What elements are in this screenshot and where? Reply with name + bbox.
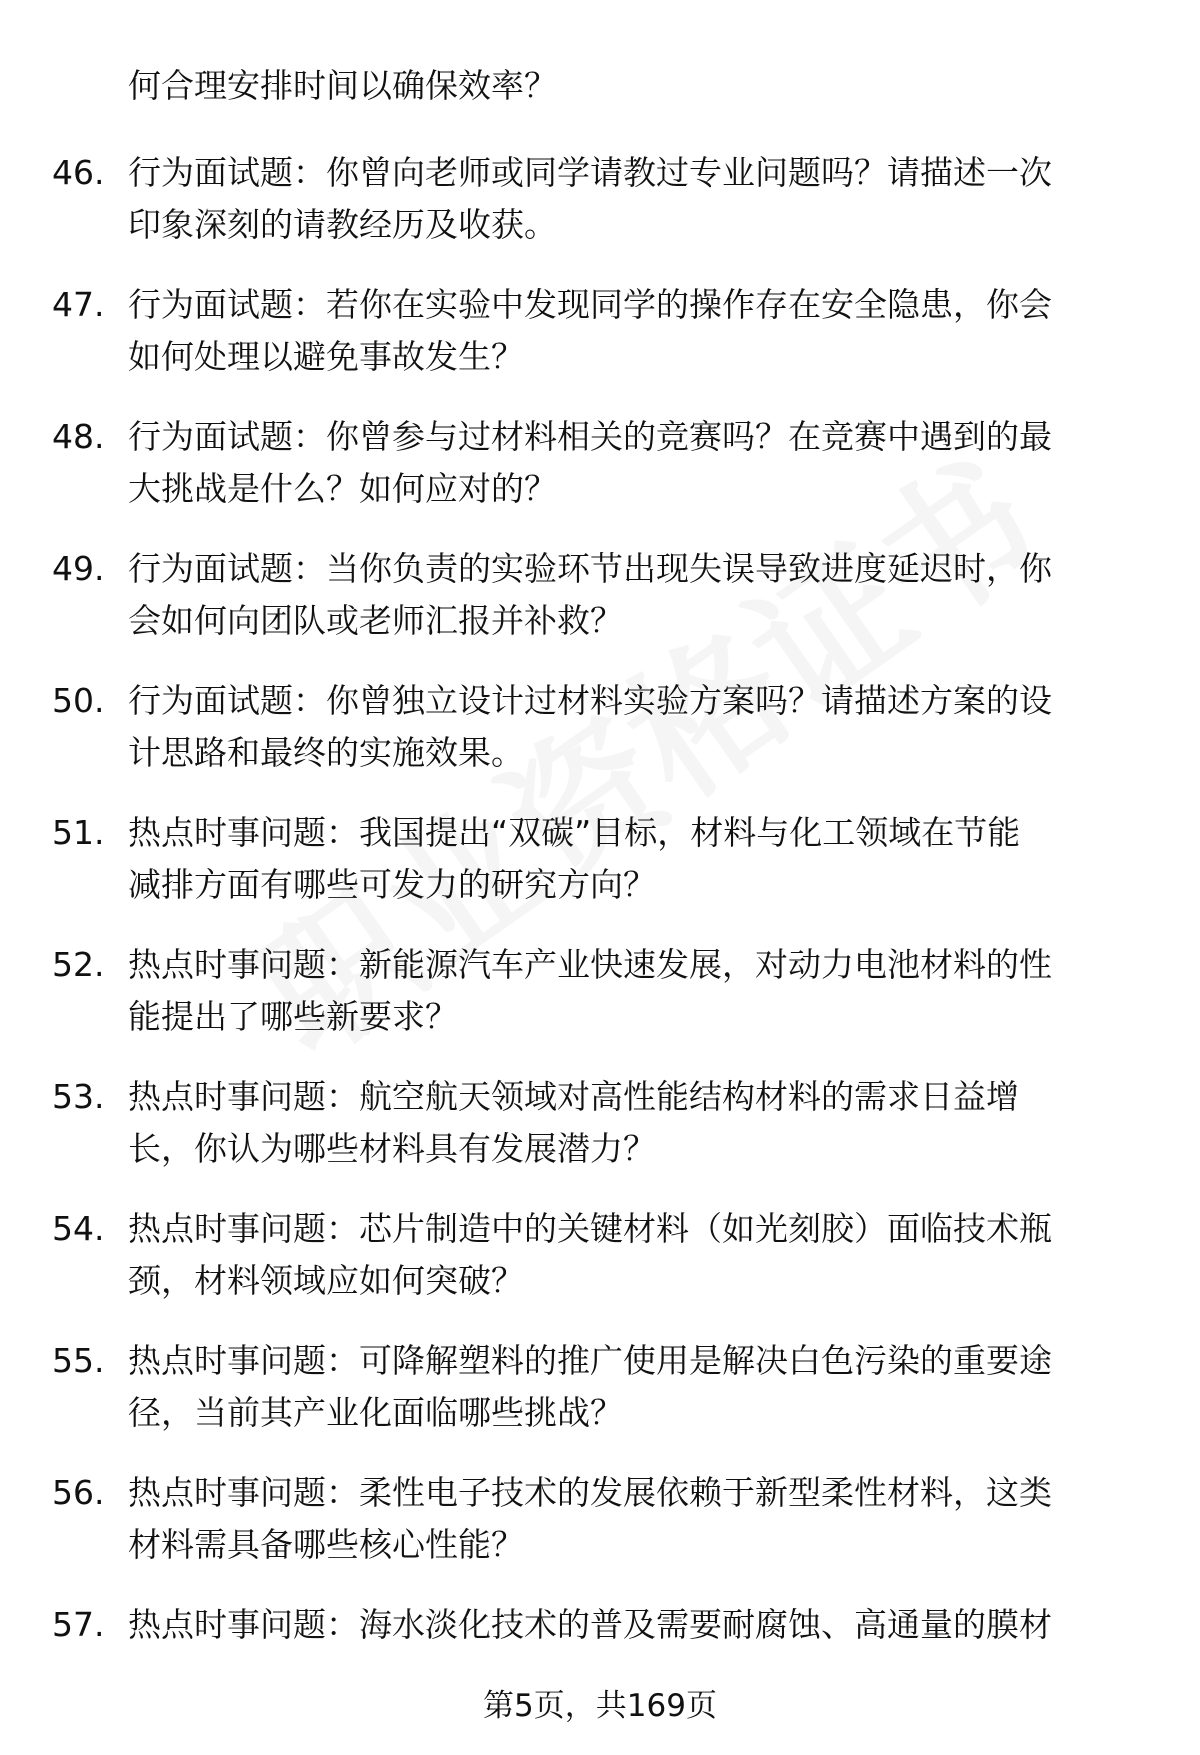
question-text	[128, 279, 1163, 383]
question-number: 46.	[52, 153, 105, 192]
question-text-line: 能提出了哪些新要求？	[128, 997, 458, 1036]
question-text-line: 行为面试题：你曾独立设计过材料实验方案吗？请描述方案的设	[128, 681, 1052, 720]
question-number: 54.	[52, 1209, 105, 1248]
question-text-line: 长，你认为哪些材料具有发展潜力？	[128, 1129, 656, 1168]
question-text	[128, 939, 1163, 1043]
question-text	[128, 411, 1163, 515]
question-number: 55.	[52, 1341, 105, 1380]
question-text-line: 材料需具备哪些核心性能？	[128, 1525, 524, 1564]
question-text-line: 热点时事问题：可降解塑料的推广使用是解决白色污染的重要途	[128, 1341, 1052, 1380]
question-text-line: 热点时事问题：柔性电子技术的发展依赖于新型柔性材料，这类	[128, 1473, 1052, 1512]
question-text	[128, 1467, 1163, 1571]
page-number-footer: 第5页，共169页	[483, 1688, 717, 1724]
question-text-line: 行为面试题：你曾参与过材料相关的竞赛吗？在竞赛中遇到的最	[128, 417, 1052, 456]
question-text	[128, 1335, 1163, 1439]
question-text-line: 印象深刻的请教经历及收获。	[128, 205, 557, 244]
question-text-line: 热点时事问题：我国提出“双碳”目标，材料与化工领域在节能	[128, 813, 1021, 852]
question-text	[128, 543, 1163, 647]
question-text-line: 行为面试题：你曾向老师或同学请教过专业问题吗？请描述一次	[128, 153, 1052, 192]
question-number: 57.	[52, 1605, 105, 1644]
question-text-line: 颈，材料领域应如何突破？	[128, 1261, 524, 1300]
question-text-line: 计思路和最终的实施效果。	[128, 733, 524, 772]
question-number: 51.	[52, 813, 105, 852]
question-number: 47.	[52, 285, 105, 324]
question-number: 50.	[52, 681, 105, 720]
question-number: 49.	[52, 549, 105, 588]
question-text-line: 径，当前其产业化面临哪些挑战？	[128, 1393, 623, 1432]
question-text	[128, 675, 1163, 779]
question-text-line: 热点时事问题：新能源汽车产业快速发展，对动力电池材料的性	[128, 945, 1052, 984]
question-text-line: 热点时事问题：海水淡化技术的普及需要耐腐蚀、高通量的膜材	[128, 1605, 1052, 1644]
question-number: 52.	[52, 945, 105, 984]
question-text-line: 如何处理以避免事故发生？	[128, 337, 524, 376]
question-text	[128, 1599, 1163, 1651]
question-text-line: 减排方面有哪些可发力的研究方向？	[128, 865, 656, 904]
question-number: 56.	[52, 1473, 105, 1512]
continued-question-text: 何合理安排时间以确保效率？	[128, 66, 557, 105]
question-text	[128, 1071, 1163, 1175]
question-text-line: 行为面试题：当你负责的实验环节出现失误导致进度延迟时，你	[128, 549, 1052, 588]
question-text	[128, 147, 1163, 251]
question-text-line: 大挑战是什么？如何应对的？	[128, 469, 557, 508]
question-number: 53.	[52, 1077, 105, 1116]
question-text	[128, 1203, 1163, 1307]
question-text-line: 热点时事问题：航空航天领域对高性能结构材料的需求日益增	[128, 1077, 1019, 1116]
question-text-line: 行为面试题：若你在实验中发现同学的操作存在安全隐患，你会	[128, 285, 1052, 324]
question-text-line: 热点时事问题：芯片制造中的关键材料（如光刻胶）面临技术瓶	[128, 1209, 1052, 1248]
question-text	[128, 807, 1163, 911]
question-text-line: 会如何向团队或老师汇报并补救？	[128, 601, 623, 640]
question-number: 48.	[52, 417, 105, 456]
